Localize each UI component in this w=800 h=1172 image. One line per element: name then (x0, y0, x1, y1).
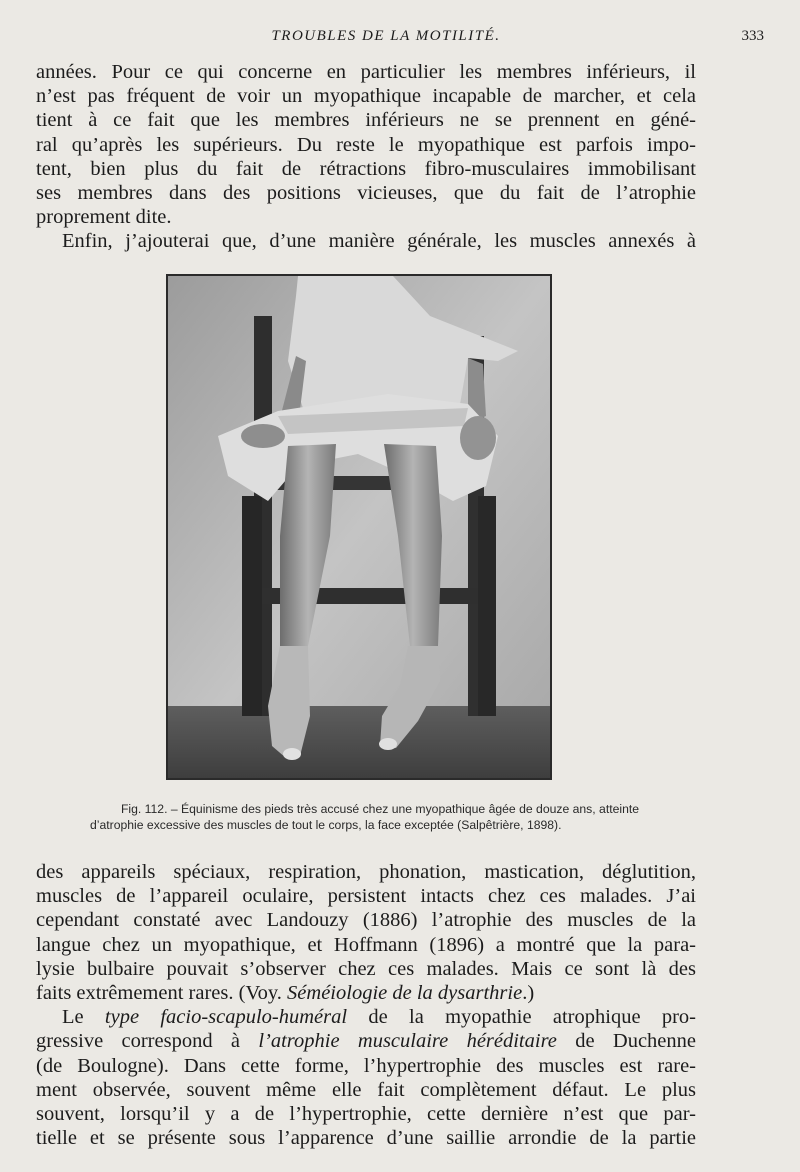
paragraph-3 (36, 860, 696, 1150)
italic-term: type facio-scapulo-huméral (104, 1006, 348, 1029)
text-line: proprement dite. (36, 206, 172, 229)
text-line: souvent, lorsqu’il y a de l’hypertrophie, cette dernière n’est que par- (36, 1103, 696, 1126)
text-line (36, 1029, 696, 1053)
text-line (36, 981, 696, 1005)
text-line: langue chez un myopathique, et Hoffmann (1896) a montré que la para- (36, 933, 696, 956)
text-line: (de Boulogne). Dans cette forme, l’hypertrophie des muscles est rare- (36, 1054, 696, 1077)
figure-caption (80, 801, 680, 833)
figure-photograph (166, 274, 552, 780)
caption-line: d’atrophie excessive des muscles de tout le corps, la face exceptée (Salpêtrière, 1898). (90, 818, 562, 832)
text-run: faits extrêmement rares. (Voy. (36, 982, 288, 1005)
page-number: 333 (741, 28, 764, 44)
text-line: tielle et se présente sous l’apparence d’une saillie arrondie de la partie (36, 1127, 696, 1150)
running-title: TROUBLES DE LA MOTILITÉ. (271, 28, 501, 44)
text-line: n’est pas fréquent de voir un myopathique incapable de marcher, et cela (36, 85, 696, 108)
text-line: cependant constaté avec Landouzy (1886) l’atrophie des muscles de la (36, 909, 696, 932)
text-line: ment observée, souvent même elle fait complètement défaut. Le plus (36, 1078, 696, 1101)
page-header (36, 28, 764, 48)
caption-line: Fig. 112. – Équinisme des pieds très accusé chez une myopathique âgée de douze ans, atteinte (120, 802, 640, 816)
text-run: de la myopathie atrophique pro- (347, 1006, 696, 1029)
italic-reference: Séméiologie de la dysarthrie (287, 982, 523, 1005)
text-run: gressive correspond à (36, 1030, 259, 1053)
text-line: ral qu’après les supérieurs. Du reste le myopathique est parfois impo- (36, 133, 696, 156)
italic-term: l’atrophie musculaire héréditaire (258, 1030, 557, 1053)
text-run: de Duchenne (556, 1030, 697, 1053)
text-line: tent, bien plus du fait de rétractions fibro-musculaires immobilisant (36, 157, 696, 180)
text-line: lysie bulbaire pouvait s’observer chez ces malades. Mais ce sont là des (36, 957, 696, 980)
text-run: .) (522, 982, 535, 1005)
text-line: muscles de l’appareil oculaire, persistent intacts chez ces malades. J’ai (36, 885, 696, 908)
paragraph-1 (36, 60, 696, 254)
paragraph-2-line: Enfin, j’ajouterai que, d’une manière générale, les muscles annexés à (62, 230, 696, 253)
text-line: des appareils spéciaux, respiration, phonation, mastication, déglutition, (36, 861, 696, 883)
text-line (36, 1005, 696, 1029)
text-line: tient à ce fait que les membres inférieurs ne se prennent en géné- (36, 109, 696, 132)
text-line: années. Pour ce qui concerne en particulier les membres inférieurs, il (36, 61, 696, 83)
photograph-seated-girl (168, 276, 550, 778)
text-line: ses membres dans des positions vicieuses, que du fait de l’atrophie (36, 182, 696, 205)
text-run: Le (62, 1006, 105, 1029)
